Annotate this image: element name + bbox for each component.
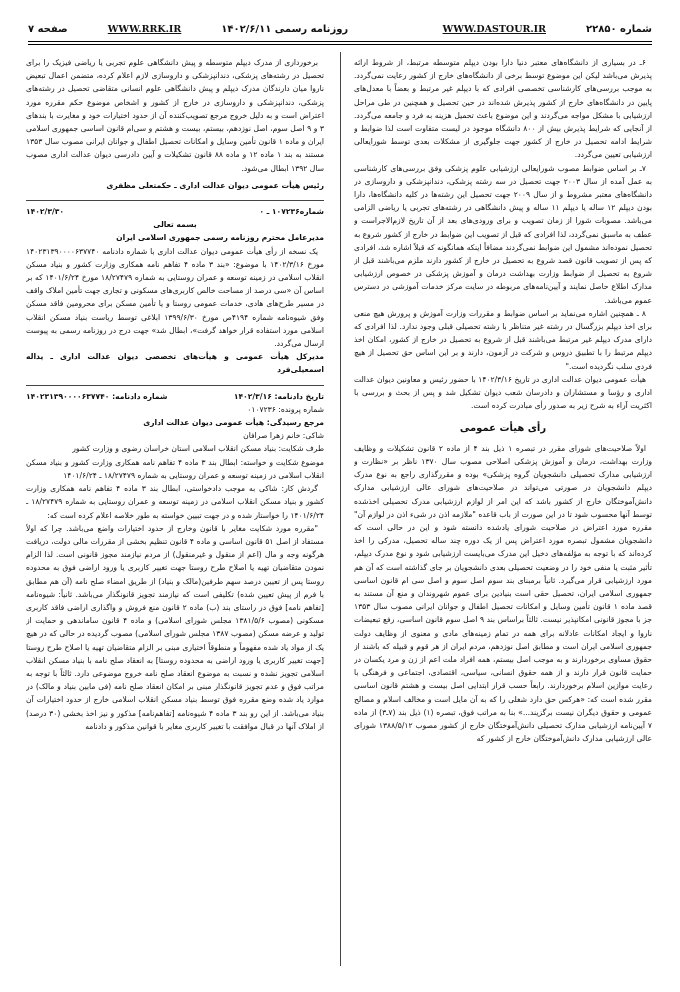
addressee: مدیرعامل محترم روزنامه رسمی جمهوری اسلامی ایران (116, 233, 324, 243)
paragraph: گردش کار: شاکی به موجب دادخواستی، ابطال بند ۳ ماده ۴ تفاهم نامه همکاری وزارت کشور و بنیاد مسکن انقلاب اسلامی در زمینه توسعه و عمران روستایی به شماره ۱۸/۲۷۴۷۹ ـ ۱۴۰۱/۶/۲۴ را خواستار شده و در جهت تبیین خواسته به طور خلاصه اعلام کرده است که: (26, 484, 324, 520)
column-divider (340, 52, 341, 966)
defendant: طرف شکایت: بنیاد مسکن انقلاب اسلامی استان خراسان رضوی و وزارت کشور (72, 444, 324, 454)
signature: رئیس هیأت عمومی دیوان عدالت اداری ـ حکمتعلی مظفری (106, 180, 324, 190)
paragraph: یک نسخه از رأی هیأت عمومی دیوان عدالت اداری با شماره دادنامه ۱۴۰۲۳۱۳۹۰۰۰۰۶۳۷۷۴۰ مورخ ۱۴۰۲/۳/۱۶ با موضوع: «بند ۳ ماده ۴ تفاهم نامه همکاری وزارت کشور و بنیاد مسکن انقلاب اسلامی در زمینه توسعه و عمران روستایی به شماره ۱۸/۲۷۴۷۹ مورخ ۱۴۰۱/۶/۲۴ که بر اساس آن «سی درصد از مساحت خالص کاربری‌های مسکونی و تجاری جهت تأمین املاک واقف در مسیر طرح‌های هادی، خدمات عمومی روستا و یا تأمین مسکن برای محرومین فاقد مسکن وفق شیوه‌نامه شماره ۴۱۹۴ص مورخ ۱۳۹۹/۶/۳۰ ابلاغی توسط ریاست بنیاد مسکن انقلاب اسلامی مورد استفاده قرار خواهد گرفت»، ابطال شد» جهت درج در روزنامه رسمی به پیوست ارسال می‌گردد. (26, 246, 324, 349)
paper-date: روزنامه رسمی ۱۴۰۲/۶/۱۱ (221, 23, 349, 35)
verdict-meta (26, 390, 324, 403)
paragraph: برخورداری از مدرک دیپلم متوسطه و پیش دانشگاهی علوم تجربی یا ریاضی فیزیک را برای تحصیل در رشته‌های پزشکی، دندانپزشکی و داروسازی لازم اعلام کرده، متضمن اعمال تبعیض ناروا میان دارندگان مدرک دیپلم و پیش دانشگاهی علوم انسانی متقاضی تحصیل در رشته‌های پزشکی، دندانپزشکی و داروسازی در خارج از کشور و اشخاص موضوع حکم مقرره مورد اعتراض است و به دلیل خروج مرجع تصویب‌کننده آن از حدود اختیارات خود و مغایرت با بندهای ۳ و ۹ اصل سوم، اصل نوزدهم، بیستم، بیست و هشتم و سی‌ام قانون اساسی جمهوری اسلامی ایران و ماده ۱ قانون تأمین وسایل و امکانات تحصیل اطفال و جوانان ایرانی مصوب سال ۱۳۵۳ مستند به بند ۱ ماده ۱۲ و ماده ۸۸ قانون تشکیلات و آیین دادرسی دیوان عدالت اداری مصوب سال ۱۳۹۲ ابطال می‌شود. (26, 58, 324, 173)
letter-date: ۱۴۰۲/۳/۳۰ (26, 207, 64, 217)
paragraph: ۶ـ در بسیاری از دانشگاه‌های معتبر دنیا دارا بودن دیپلم متوسطه مرتبط، از شروط ارائه پذیرش می‌باشد لیکن این موضوع توسط برخی از دانشگاه‌های خارج از کشور رعایت نمی‌گردد. به موجب بررسی‌های کارشناسی تخصصی افرادی که با دیپلم غیر مرتبط و بعضاً با معدل‌های پایین در دانشگاه‌های خارج از کشور پذیرش شده‌اند در حین تحصیل و همچنین در طی مراحل ارزشیابی با مشکل مواجه می‌گردند و این موضوع باعث تحمیل هزینه به فرد و جامعه می‌گردد. از آنجایی که شرایط پذیرش بیش از ۸۰۰ دانشگاه موجود در لیست متفاوت است لذا ضوابط و شرایط ادامه تحصیل در خارج از کشور جهت جلوگیری از مشکلات بعدی توسط شورایعالی ارزشیابی تعیین می‌گردد. (354, 58, 652, 160)
paragraph: هیأت عمومی دیوان عدالت اداری در تاریخ ۱۴۰۲/۳/۱۶ با حضور رئیس و معاونین دیوان عدالت اداری و رؤسا و مستشاران و دادرسان شعب دیوان تشکیل شد و پس از بحث و بررسی با اکثریت آراء به شرح زیر به صدور رأی مبادرت کرده است. (354, 374, 652, 411)
paragraph: ۷ـ بر اساس ضوابط مصوب شورایعالی ارزشیابی علوم پزشکی وفق بررسی‌های کارشناسی به عمل آمده از سال ۲۰۰۳ جهت تحصیل در سه رشته پزشکی، دندانپزشکی و داروسازی در دانشگاه‌های معتبر مشروط و از سال ۲۰۰۹ جهت تحصیل این رشته‌ها در کلیه دانشگاه‌ها، دارا بودن دیپلم ۱۲ ساله یا دیپلم ۱۱ ساله و پیش دانشگاهی در رشته‌های تجربی یا ریاضی الزامی می‌باشد. مصوبات شورا از زمان تصویب و برای ورودی‌های بعد از آن تاریخ لازم‌الاجراست و عطف به ماسبق نمی‌گردد، لذا افرادی که قبل از تصویب این ضوابط در خارج از کشور شروع به تحصیل نموده‌اند مشمول این ضوابط نمی‌گردند مضافاً اینکه همانگونه که قبلاً اشاره شد، افرادی که پس از تصویب قانون قصد شروع به تحصیل در خارج از کشور دارند ملزم می‌باشند قبل از شروع به تحصیل از ضوابط وزارت بهداشت درمان و آموزش پزشکی در خصوص ارزشیابی مدارک اطلاع حاصل نمایند و آیین‌نامه‌های مربوطه در سایت مرکز خدمات آموزشی در دسترس عموم می‌باشد. (354, 163, 652, 305)
verdict-number: شماره دادنامه: ۱۴۰۲۳۱۳۹۰۰۰۰۶۳۷۷۴۰ (26, 391, 168, 401)
page-header (28, 18, 652, 40)
rrk-link[interactable]: WWW.RRK.IR (107, 23, 182, 35)
verdict-date: تاریخ دادنامه: ۱۴۰۲/۳/۱۶ (233, 391, 324, 401)
issue-number: شماره ۲۲۸۵۰ (586, 23, 652, 35)
dastour-link[interactable]: WWW.DASTOUR.IR (442, 23, 547, 35)
letter-meta (26, 205, 324, 218)
header-rule-thin (28, 44, 652, 45)
header-right-group (443, 24, 652, 35)
paragraph: اولاً صلاحیت‌های شورای مقرر در تبصره ۱ ذیل بند ۴ از ماده ۲ قانون تشکیلات و وظایف وزارت بهداشت، درمان و آموزش پزشکی اصلاحی مصوب سال ۱۳۷۰ ناظر بر «نظارت و ارزشیابی مدارک تحصیلی دانشجویان گروه پزشکی» بوده و مقررگذاری راجع به نوع مدرک دیپلم دانشجویان در صورتی می‌تواند در صلاحیت‌های شورای عالی ارزشیابی مدارک دانش‌آموختگان خارج از کشور باشد که این امر از لوازم ارزشیابی مدرک تحصیلی اخذشده توسط آنها محسوب شود تا در این صورت از باب قاعده "ملازمه اذن در شیء اذن در لوازم آن" مقرره مورد اعتراض در صلاحیت شورای یادشده دانسته شود و این در حالی است که دانشجویان مشمول تبصره مورد اعتراض پس از یک دوره چند ساله تحصیل، مدرکی را اخذ کرده‌اند که با توجه به مؤلفه‌های دخیل این مدرک می‌بایست ارزشیابی شود و نوع مدرک دیپلم، تأثیر مثبت یا منفی خود را در وضعیت تحصیلی بعدی دانشجویان بر جای گذاشته است که آن هم مورد ارزشیابی قرار می‌گیرد. ثانیاً برمبنای بند سوم اصل سوم و اصل سی ام قانون اساسی جمهوری اسلامی ایران، تحصیل حقی است بنیادین برای عموم شهروندان و منع آن مستند به قصد ماده ۱ قانون تأمین وسایل و امکانات تحصیل اطفال و جوانان ایرانی مصوب سال ۱۳۵۳ جز با مجوز قانونی امکانپذیر نیست. ثالثاً براساس بند ۹ اصل سوم قانون اساسی، رفع تبعیضات ناروا و ایجاد امکانات عادلانه برای همه در تمام زمینه‌های مادی و معنوی از وظایف دولت جمهوری اسلامی ایران است و مطابق اصل نوزدهم، مردم ایران از هر قوم و قبیله که باشند از حقوق مساوی برخوردارند و به موجب اصل بیستم، همه افراد ملت اعم از زن و مرد یکسان در حمایت قانون قرار دارند و از همه حقوق انسانی، سیاسی، اقتصادی، اجتماعی و فرهنگی با رعایت موازین اسلام برخوردارند. رابعاً حسب قرار ابتدایی اصل بیست و هشتم قانون اساسی مقرر شده است که: «هرکس حق دارد شغلی را که به آن مایل است و مخالف اسلام و مصالح عمومی و حقوق دیگران نیست برگزیند...» بنا به مراتب فوق، تبصره (۱) ذیل بند (۷ـ۳) از ماده ۷ آیین‌نامه ارزشیابی مدارک تحصیلی دانش‌آموختگان خارج از کشور مصوب ۱۳۸۸/۵/۱۲ شورای عالی ارزشیابی مدارک دانش‌آموختگان خارج از کشور که (354, 443, 652, 744)
subject: موضوع شکایت و خواسته: ابطال بند ۳ ماده ۴ تفاهم نامه همکاری وزارت کشور و بنیاد مسکن انقلاب اسلامی در زمینه توسعه و عمران روستایی به شماره ۱۸/۲۷۴۷۹ ـ ۱۴۰۱/۶/۲۴ (26, 457, 324, 480)
separator (26, 385, 324, 386)
paragraph: "مقرره مورد شکایت مغایر با قانون وخارج از حدود اختیارات واضع می‌باشد. چرا که اولاً مستفاد از اصل ۵۱ قانون اساسی و ماده ۴ قانون تنظیم بخشی از مقررات مالی دولت، دریافت هرگونه وجه و مال (اعم از منقول و غیرمنقول) از مردم نیازمند مجوز قانونی است. لذا الزام نمودن متقاضیان تهیه یا اصلاح طرح روستا جهت تغییر کاربری یا ورود اراضی فوق به محدوده روستا پس از تعیین درصد سهم طرفین(مالک و بنیاد) از طریق امضاء صلح نامه (آن هم مطابق با فرم از پیش تعیین شده) تکلیفی است که نیازمند تجویز قانونگذار می‌باشد. ثانیاً: شیوه‌نامه [تفاهم نامه] فوق در راستای بند (ب) ماده ۲ قانون منع فروش و واگذاری اراضی فاقد کاربری مسکونی (مصوب ۱۳۸۱/۵/۶ مجلس شورای اسلامی) و ماده ۴ قانون ساماندهی و حمایت از تولید و عرضه مسکن (مصوب ۱۳۸۷ مجلس شورای اسلامی) مصوب گردیده در حالی که در هیچ یک از مواد یاد شده مفهوماً و منطوقاً اختیاری مبنی بر الزام متقاضیان تهیه یا اصلاح طرح روستا [جهت تغییر کاربری یا ورود اراضی به محدوده روستا] به انعقاد صلح نامه با بنیاد مسکن انقلاب اسلامی تجویز نشده و نسبت به موضوع انعقاد صلح نامه خروج موضوعی دارد. ثالثاً با توجه به مراتب فوق و عدم تجویز قانونگذار مبنی بر امکان انعقاد صلح نامه (فی مابین بنیاد و مالک) در موارد یاد شده وضع مقرره فوق توسط بنیاد مسکن انقلاب اسلامی خارج از حدود اختیارات آن بنیاد می‌باشد. از این رو بند ۳ ماده ۴ شیوه‌نامه [تفاهم‌نامه] مذکور و نیز اخذ بخشی (۳۰ درصد) از املاک آنها در قبال موافقت با تغییر کاربری مغایر با قوانین مذکور و دادنامه (26, 523, 324, 731)
paragraph: ۸ ـ همچنین اشاره می‌نماید بر اساس ضوابط و مقررات وزارت آموزش و پرورش هیچ منعی برای اخذ دیپلم بزرگسال در رشته غیر متناظر با رشته تحصیلی قبلی وجود ندارد. لذا افرادی که دارای مدرک دیپلم غیر مرتبط می‌باشند قبل از شروع به تحصیل در خارج از کشور، امکان اخذ دیپلم مرتبط را با تطبیق دروس و شرکت در آزمون، دارند و بر این اساس حق تحصیل از هیچ فردی سلب نگردیده است." (354, 308, 652, 371)
bismillah: بسمه تعالی (153, 220, 197, 230)
right-column (354, 56, 652, 966)
letter-signature: مدیرکل هیأت عمومی و هیأت‌های تخصصی دیوان عدالت اداری ـ یداله اسمعیلی‌فرد (26, 352, 324, 375)
header-left-group (28, 24, 348, 35)
plaintiff: شاکی: خانم زهرا صرافان (243, 431, 324, 441)
page-number: صفحه ۷ (28, 23, 68, 35)
separator (26, 200, 324, 201)
case-number: شماره پرونده: ۰۱۰۷۲۳۶ (247, 404, 324, 414)
left-column (26, 56, 324, 966)
header-rule (28, 41, 652, 42)
letter-number: شماره۱۰۷۲۳۶ ـ ۰ (259, 207, 324, 217)
section-title: رأی هیأت عمومی (459, 423, 547, 435)
reference: مرجع رسیدگی: هیأت عمومی دیوان عدالت اداری (143, 418, 324, 428)
